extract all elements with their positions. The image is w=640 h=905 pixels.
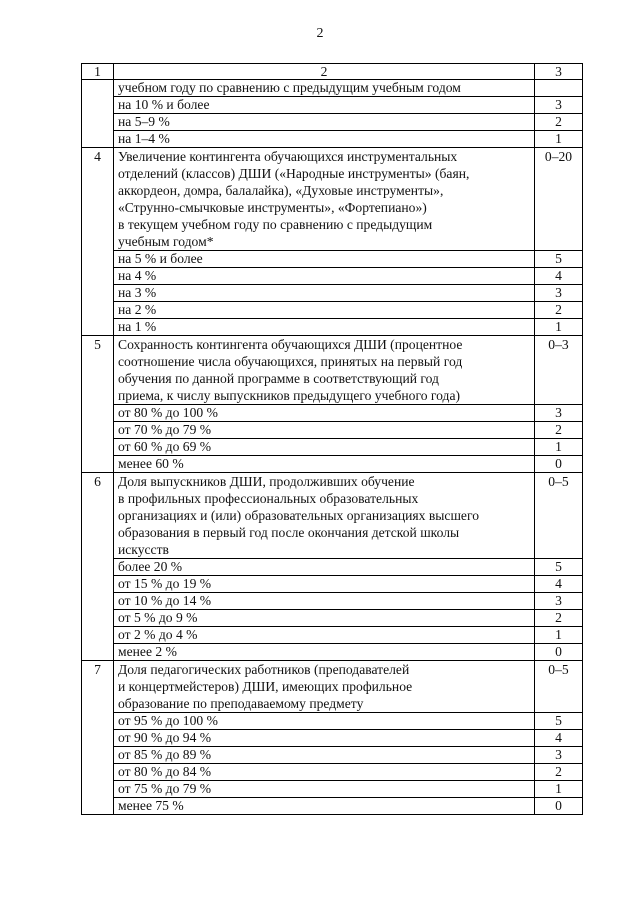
- option-points: 2: [535, 422, 583, 439]
- table-row: [82, 268, 583, 285]
- option-label: менее 2 %: [114, 644, 535, 661]
- criterion-text-line: приема, к числу выпускников предыдущего учебного года): [118, 388, 461, 403]
- table-row: [82, 251, 583, 268]
- table-row: [82, 148, 583, 251]
- option-label: менее 60 %: [114, 456, 535, 473]
- table-row: [82, 661, 583, 713]
- option-points: 4: [535, 268, 583, 285]
- option-points: 3: [535, 593, 583, 610]
- option-label: от 75 % до 79 %: [114, 781, 535, 798]
- option-points: 5: [535, 713, 583, 730]
- criterion-number: 6: [82, 473, 114, 661]
- table-row: [82, 781, 583, 798]
- page-number: 2: [316, 26, 324, 41]
- option-points: 3: [535, 405, 583, 422]
- option-points: 0: [535, 644, 583, 661]
- table-row: [82, 730, 583, 747]
- table-row: [82, 80, 583, 97]
- option-label: от 60 % до 69 %: [114, 439, 535, 456]
- option-label: на 5–9 %: [114, 114, 535, 131]
- table-row: [82, 405, 583, 422]
- table-row: [82, 473, 583, 559]
- table-row: [82, 319, 583, 336]
- table-row: [82, 336, 583, 405]
- table-row: [82, 114, 583, 131]
- option-label: на 3 %: [114, 285, 535, 302]
- option-label: менее 75 %: [114, 798, 535, 815]
- option-label: более 20 %: [114, 559, 535, 576]
- option-label: на 5 % и более: [114, 251, 535, 268]
- option-points: 1: [535, 627, 583, 644]
- points-range: 0–20: [535, 148, 583, 251]
- table-row: [82, 644, 583, 661]
- option-label: от 15 % до 19 %: [114, 576, 535, 593]
- option-points: 2: [535, 764, 583, 781]
- criterion-text: учебном году по сравнению с предыдущим учебным годом: [114, 80, 535, 97]
- table-row: [82, 456, 583, 473]
- table-row: [82, 559, 583, 576]
- table-row: [82, 610, 583, 627]
- points-range: 0–3: [535, 336, 583, 405]
- table-row: [82, 422, 583, 439]
- criterion-text-line: Доля педагогических работников (преподавателей: [118, 662, 410, 677]
- option-points: 2: [535, 610, 583, 627]
- criteria-table: [81, 63, 583, 815]
- option-points: 1: [535, 319, 583, 336]
- points-range: [535, 80, 583, 97]
- table-row: [82, 439, 583, 456]
- criterion-text-line: образование по преподаваемому предмету: [118, 696, 364, 711]
- table-row: [82, 764, 583, 781]
- criterion-number: 4: [82, 148, 114, 336]
- table-row: [82, 798, 583, 815]
- option-label: от 90 % до 94 %: [114, 730, 535, 747]
- option-points: 1: [535, 131, 583, 148]
- column-header-points: 3: [535, 64, 583, 80]
- criterion-text: [114, 336, 535, 405]
- option-label: на 1 %: [114, 319, 535, 336]
- option-label: от 10 % до 14 %: [114, 593, 535, 610]
- option-points: 3: [535, 747, 583, 764]
- option-label: от 70 % до 79 %: [114, 422, 535, 439]
- criterion-text-line: обучения по данной программе в соответствующий год: [118, 371, 439, 386]
- option-label: от 95 % до 100 %: [114, 713, 535, 730]
- criterion-text-line: соотношение числа обучающихся, принятых на первый год: [118, 354, 463, 369]
- option-points: 4: [535, 730, 583, 747]
- option-points: 0: [535, 456, 583, 473]
- column-header-criterion: 2: [114, 64, 535, 80]
- option-points: 4: [535, 576, 583, 593]
- option-label: от 85 % до 89 %: [114, 747, 535, 764]
- table-row: [82, 747, 583, 764]
- option-points: 5: [535, 559, 583, 576]
- criterion-text: [114, 661, 535, 713]
- criterion-number: 7: [82, 661, 114, 815]
- table-row: [82, 285, 583, 302]
- option-label: на 10 % и более: [114, 97, 535, 114]
- option-points: 1: [535, 439, 583, 456]
- option-label: от 5 % до 9 %: [114, 610, 535, 627]
- criterion-text-line: Увеличение контингента обучающихся инструментальных: [118, 149, 458, 164]
- option-points: 0: [535, 798, 583, 815]
- criterion-text-line: Доля выпускников ДШИ, продолживших обучение: [118, 474, 415, 489]
- option-points: 1: [535, 781, 583, 798]
- criterion-text-line: и концертмейстеров) ДШИ, имеющих профильное: [118, 679, 413, 694]
- criterion-text-line: образования в первый год после окончания детской школы: [118, 525, 460, 540]
- option-label: от 2 % до 4 %: [114, 627, 535, 644]
- option-points: 3: [535, 97, 583, 114]
- option-label: на 1–4 %: [114, 131, 535, 148]
- criterion-text: [114, 473, 535, 559]
- criterion-text-line: искусств: [118, 542, 169, 557]
- criterion-text-line: «Струнно-смычковые инструменты», «Фортепиано»): [118, 200, 427, 215]
- option-label: от 80 % до 100 %: [114, 405, 535, 422]
- table-row: [82, 576, 583, 593]
- option-points: 3: [535, 285, 583, 302]
- option-label: на 4 %: [114, 268, 535, 285]
- column-header-number: 1: [82, 64, 114, 80]
- table-row: [82, 302, 583, 319]
- criterion-text-line: организациях и (или) образовательных организациях высшего: [118, 508, 479, 523]
- table-row: [82, 713, 583, 730]
- criterion-text-line: в профильных профессиональных образовательных: [118, 491, 419, 506]
- option-points: 2: [535, 302, 583, 319]
- criterion-text-line: учебным годом*: [118, 234, 214, 249]
- table-row: [82, 593, 583, 610]
- option-points: 5: [535, 251, 583, 268]
- points-range: 0–5: [535, 661, 583, 713]
- table-row: [82, 627, 583, 644]
- criterion-text-line: отделений (классов) ДШИ («Народные инструменты» (баян,: [118, 166, 470, 181]
- table-row: [82, 97, 583, 114]
- table-row: [82, 131, 583, 148]
- points-range: 0–5: [535, 473, 583, 559]
- option-points: 2: [535, 114, 583, 131]
- criterion-text-line: аккордеон, домра, балалайка), «Духовые инструменты»,: [118, 183, 444, 198]
- criterion-text-line: в текущем учебном году по сравнению с предыдущим: [118, 217, 433, 232]
- option-label: от 80 % до 84 %: [114, 764, 535, 781]
- table-header-row: [82, 64, 583, 80]
- criterion-text: [114, 148, 535, 251]
- criterion-number: [82, 80, 114, 148]
- criterion-number: 5: [82, 336, 114, 473]
- criterion-text-line: Сохранность контингента обучающихся ДШИ (процентное: [118, 337, 463, 352]
- option-label: на 2 %: [114, 302, 535, 319]
